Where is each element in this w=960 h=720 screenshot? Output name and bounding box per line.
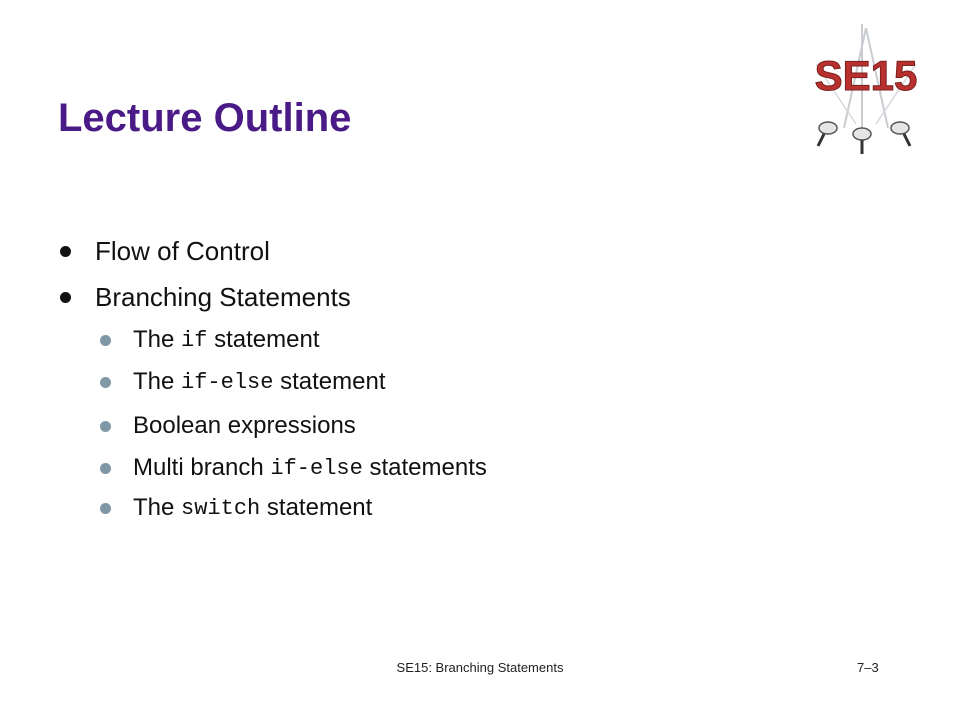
bullet-text: Flow of Control bbox=[95, 236, 270, 266]
sub-bullet-text-before: Multi branch bbox=[133, 454, 271, 481]
sub-bullet-item bbox=[100, 494, 372, 522]
sub-bullet-text-before: The bbox=[133, 368, 182, 395]
sub-bullet-dot-icon bbox=[100, 421, 111, 432]
slide-number: 7–3 bbox=[857, 660, 879, 675]
sub-bullet-text-before: The bbox=[133, 326, 182, 353]
sub-bullet-dot-icon bbox=[100, 335, 111, 346]
sub-bullet-dot-icon bbox=[100, 503, 111, 514]
sub-bullet-text-after: statement bbox=[273, 368, 386, 395]
bullet-text: Branching Statements bbox=[95, 282, 351, 312]
sub-bullet-text-after: statement bbox=[260, 494, 373, 521]
sub-bullet-text-after: statement bbox=[207, 326, 320, 353]
sub-bullet-dot-icon bbox=[100, 463, 111, 474]
sub-bullet-item bbox=[100, 326, 320, 354]
footer-title: SE15: Branching Statements bbox=[396, 660, 564, 675]
slide-title: Lecture Outline bbox=[58, 96, 352, 140]
sub-bullet-text-after: statements bbox=[362, 454, 487, 481]
logo-text: SE15 bbox=[814, 52, 918, 99]
bullet-dot-icon bbox=[60, 292, 71, 303]
sub-bullet-item bbox=[100, 368, 386, 396]
se15-logo-icon bbox=[796, 24, 936, 164]
sub-bullet-code: if-else bbox=[181, 369, 274, 395]
sub-bullet-code: if-else bbox=[270, 455, 363, 481]
sub-bullet-item bbox=[100, 412, 356, 440]
sub-bullet-text-before: The bbox=[133, 494, 182, 521]
sub-bullet-code: if bbox=[181, 327, 208, 353]
sub-bullet-dot-icon bbox=[100, 377, 111, 388]
sub-bullet-code: switch bbox=[181, 495, 261, 521]
sub-bullet-item bbox=[100, 454, 487, 482]
bullet-dot-icon bbox=[60, 246, 71, 257]
sub-bullet-text-before: Boolean expressions bbox=[133, 412, 356, 439]
bullet-item bbox=[60, 282, 351, 313]
bullet-item bbox=[60, 236, 270, 267]
